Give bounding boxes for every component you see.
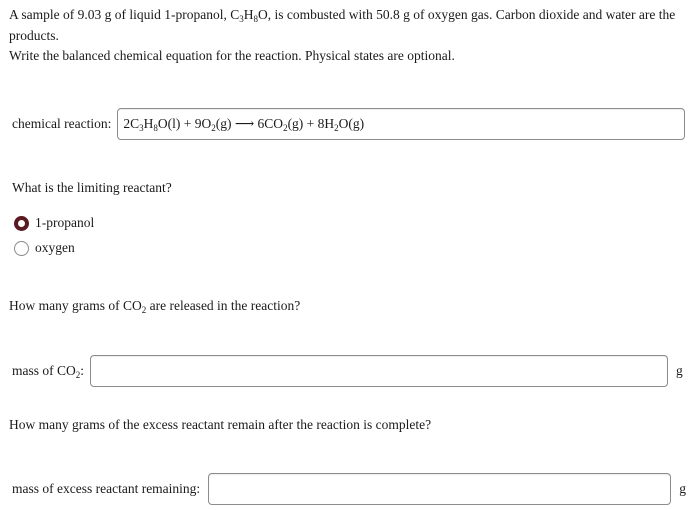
reaction-equation: $2C_3H_8O(l) + 9O_2(g)$ ⟶ $6CO_2(g) + 8H_2O(g)$ [123,116,365,133]
reaction-input[interactable] [117,108,685,140]
co2-unit: g [676,363,683,378]
co2-row [12,355,683,387]
subscript: 3 [239,14,244,24]
radio-label[interactable]: 1-propanol [35,215,95,230]
reaction-label: chemical reaction: [12,116,112,131]
intro-text: A sample of 9.03 g of liquid 1-propanol, C [9,7,240,22]
excess-mass-input[interactable] [208,473,671,505]
reaction-row [12,108,685,140]
problem-intro [9,4,679,46]
radio-option-oxygen[interactable] [14,240,75,256]
radio-option-1-propanol[interactable] [14,215,94,231]
intro-text: O, is combusted with 50.8 g of oxygen gas. Carbon dioxide and water are the products. [9,7,676,43]
radio-selected-icon[interactable] [14,216,29,231]
limiting-question: What is the limiting reactant? [12,180,172,195]
instruction-text: Write the balanced chemical equation for the reaction. Physical states are optional. [9,48,455,63]
co2-question: How many grams of $CO_2$ are released in the reaction? [9,298,301,315]
co2-label: mass of $CO_2$: [12,363,85,380]
excess-label: mass of excess reactant remaining: [12,481,201,496]
intro-text: H [243,7,254,22]
excess-row [12,473,686,505]
radio-unselected-icon[interactable] [14,241,29,256]
radio-label[interactable]: oxygen [35,240,75,255]
subscript: 8 [253,14,258,24]
co2-mass-input[interactable] [90,355,668,387]
excess-unit: g [679,481,686,496]
excess-question: How many grams of the excess reactant remain after the reaction is complete? [9,417,432,432]
